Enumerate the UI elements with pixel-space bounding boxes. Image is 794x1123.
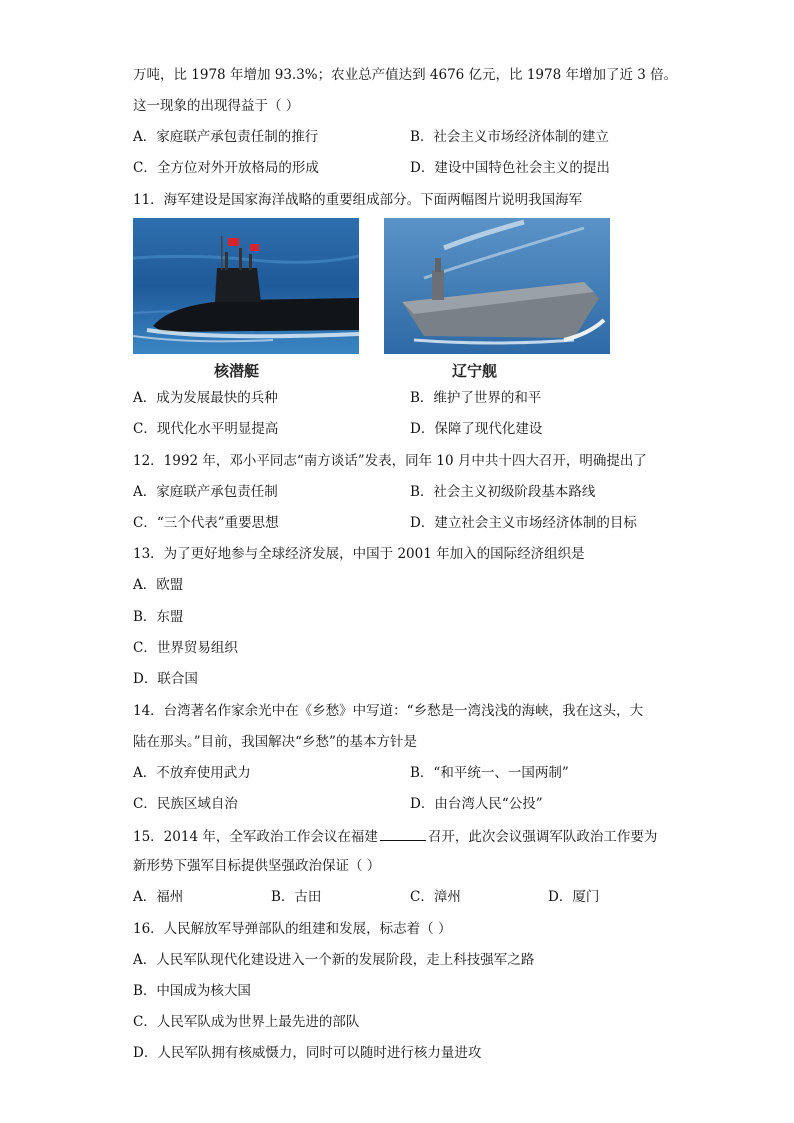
q13-option-a: A．欧盟 [133, 577, 184, 593]
q14-option-c: C．民族区域自治 [133, 796, 238, 812]
submarine-photo [133, 218, 359, 354]
q15-option-d: D．厦门 [548, 889, 600, 905]
q12-stem: 12．1992 年，邓小平同志“南方谈话”发表，同年 10 月中共十四大召开，明确提出了 [133, 453, 647, 469]
q16-option-b: B．中国成为核大国 [133, 983, 251, 999]
q15-stem-line1 [133, 826, 657, 846]
q12-option-a: A．家庭联产承包责任制 [133, 484, 278, 500]
q14-option-d: D．由台湾人民“公投” [410, 796, 543, 812]
q11-option-c: C．现代化水平明显提高 [133, 421, 279, 437]
q10-option-d: D．建设中国特色社会主义的提出 [410, 160, 610, 176]
q10-option-b: B．社会主义市场经济体制的建立 [410, 129, 609, 145]
caption-submarine: 核潜艇 [214, 362, 260, 380]
q10-stem-line1: 万吨，比 1978 年增加 93.3%；农业总产值达到 4676 亿元，比 1978 年增加了近 3 倍。 [133, 67, 678, 83]
q15-stem-part1: 15．2014 年，全军政治工作会议在福建 [133, 829, 378, 845]
q10-option-c: C．全方位对外开放格局的形成 [133, 160, 319, 176]
q11-option-a: A．成为发展最快的兵种 [133, 390, 278, 406]
q15-option-c: C．漳州 [410, 889, 461, 905]
q15-stem-line2: 新形势下强军目标提供坚强政治保证（ ） [133, 858, 381, 874]
q15-stem-part2: 召开，此次会议强调军队政治工作要为 [427, 829, 658, 845]
q16-option-a: A．人民军队现代化建设进入一个新的发展阶段，走上科技强军之路 [133, 952, 535, 968]
q11-option-b: B．维护了世界的和平 [410, 390, 542, 406]
q13-option-b: B．东盟 [133, 609, 184, 625]
fill-in-blank [380, 826, 426, 841]
q12-option-b: B．社会主义初级阶段基本路线 [410, 484, 596, 500]
q16-option-c: C．人民军队成为世界上最先进的部队 [133, 1014, 360, 1030]
q12-option-c: C．“三个代表”重要思想 [133, 515, 279, 531]
q15-option-b: B．古田 [271, 889, 322, 905]
q12-option-d: D．建立社会主义市场经济体制的目标 [410, 515, 637, 531]
q14-stem-line1: 14．台湾著名作家余光中在《乡愁》中写道：“乡愁是一湾浅浅的海峡，我在这头，大 [133, 703, 644, 719]
q11-option-d: D．保障了现代化建设 [410, 421, 543, 437]
q14-stem-line2: 陆在那头。”目前，我国解决“乡愁”的基本方针是 [133, 734, 417, 750]
carrier-photo [384, 218, 610, 354]
q10-stem-line2: 这一现象的出现得益于（ ） [133, 98, 300, 114]
q16-stem: 16．人民解放军导弹部队的组建和发展，标志着（ ） [133, 921, 452, 937]
q14-option-b: B．“和平统一、一国两制” [410, 765, 569, 781]
q13-option-d: D．联合国 [133, 671, 198, 687]
q15-option-a: A．福州 [133, 889, 184, 905]
q10-option-a: A．家庭联产承包责任制的推行 [133, 129, 319, 145]
q11-stem: 11．海军建设是国家海洋战略的重要组成部分。下面两幅图片说明我国海军 [133, 192, 583, 208]
q13-option-c: C．世界贸易组织 [133, 640, 238, 656]
q14-option-a: A．不放弃使用武力 [133, 765, 251, 781]
q13-stem: 13．为了更好地参与全球经济发展，中国于 2001 年加入的国际经济组织是 [133, 546, 585, 562]
q16-option-d: D．人民军队拥有核威慑力，同时可以随时进行核力量进攻 [133, 1045, 482, 1061]
caption-carrier: 辽宁舰 [452, 362, 498, 380]
